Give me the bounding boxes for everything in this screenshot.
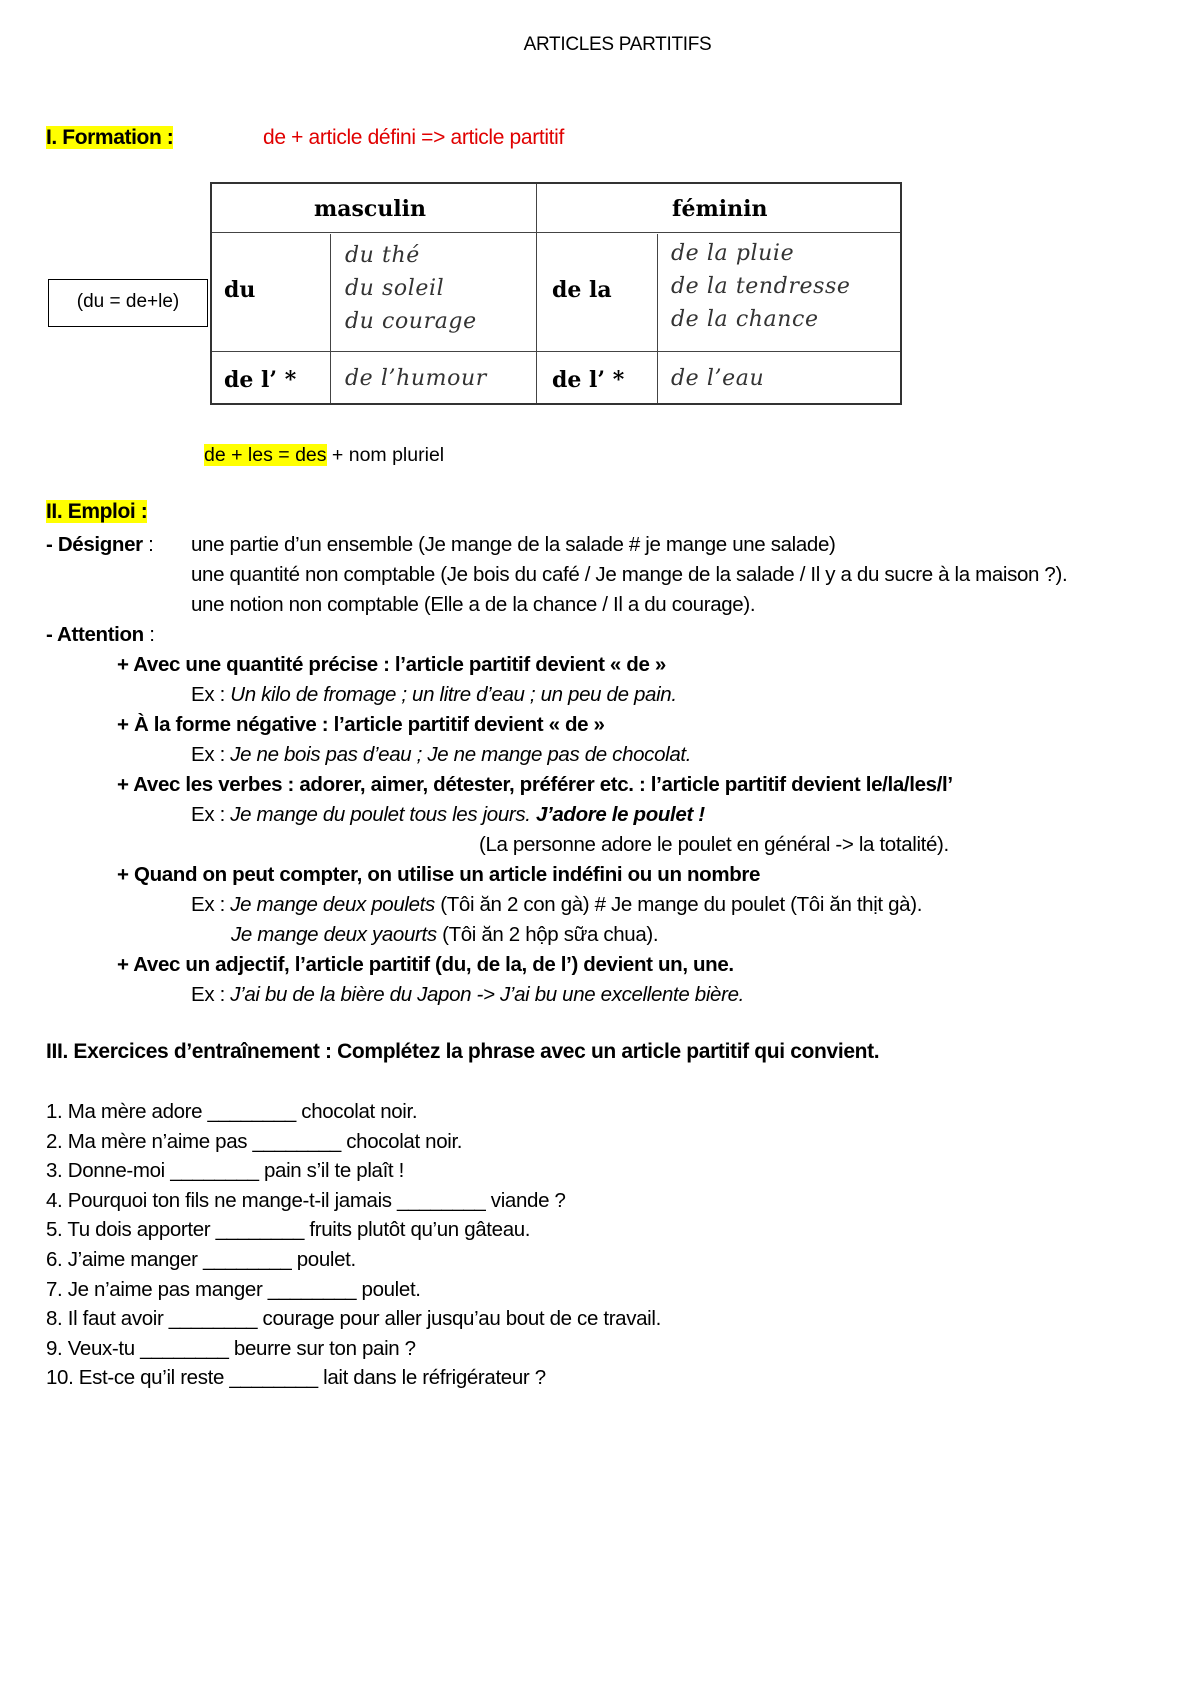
- formation-rule: de + article défini => article partitif: [263, 126, 564, 149]
- table-example: de la tendresse: [671, 274, 851, 299]
- table-example-eau: de l’eau: [671, 366, 765, 391]
- table-example: du thé: [345, 243, 420, 268]
- table-example: du courage: [345, 309, 477, 334]
- attention-label: [46, 620, 155, 650]
- attention-term: - Attention: [46, 623, 144, 646]
- example-translation: (Tôi ăn 2 hộp sữa chua).: [436, 923, 659, 946]
- page-title: ARTICLES PARTITIFS: [523, 34, 712, 55]
- example-emphasis: J’adore le poulet !: [535, 803, 705, 826]
- table-header-feminin: féminin: [672, 196, 768, 222]
- table-header-masculin: masculin: [314, 196, 427, 222]
- table-example-humour: de l’humour: [345, 366, 487, 391]
- designer-line-1: une partie d’un ensemble (Je mange de la salade # je mange une salade): [191, 533, 836, 556]
- designer-line-2: une quantité non comptable (Je bois du café / Je mange de la salade / Il y a du sucre à la maison ?).: [191, 563, 1068, 586]
- plural-rule-rest: + nom pluriel: [326, 444, 445, 466]
- example-text: Je mange deux yaourts: [231, 923, 437, 946]
- section-formation-label: I. Formation :: [46, 126, 174, 149]
- example-verbes: [191, 800, 705, 830]
- exercise-item: 2. Ma mère n’aime pas ________ chocolat noir.: [46, 1129, 463, 1153]
- rule-quantite: + Avec une quantité précise : l’article partitif devient « de »: [117, 653, 666, 676]
- rule-verbes: + Avec les verbes : adorer, aimer, détester, préférer etc. : l’article partitif devient le/la/les/l’: [117, 773, 953, 796]
- rule-negative: + À la forme négative : l’article partitif devient « de »: [117, 713, 605, 736]
- example-compter-2: [231, 920, 658, 950]
- exercise-item: 8. Il faut avoir ________ courage pour aller jusqu’au bout de ce travail.: [46, 1307, 661, 1331]
- table-example: de la chance: [671, 307, 819, 332]
- section-emploi-heading: [46, 500, 147, 524]
- example-text: J’ai bu de la bière du Japon -> J’ai bu une excellente bière.: [230, 983, 744, 1006]
- example-text: Je ne bois pas d’eau ; Je ne mange pas de chocolat.: [230, 743, 692, 766]
- example-negative: [191, 740, 691, 770]
- section-exercices-heading: III. Exercices d’entraînement : Complétez la phrase avec un article partitif qui convient.: [46, 1040, 880, 1063]
- table-example: de la pluie: [671, 241, 795, 266]
- example-adjectif: [191, 980, 744, 1010]
- exercise-item: 1. Ma mère adore ________ chocolat noir.: [46, 1100, 418, 1123]
- rule-compter: + Quand on peut compter, on utilise un article indéfini ou un nombre: [117, 863, 761, 886]
- designer-label: [46, 530, 153, 560]
- example-prefix: Ex :: [191, 983, 231, 1006]
- table-cell-de-l-masc: de l’ *: [224, 367, 297, 393]
- example-prefix: Ex :: [191, 683, 231, 706]
- example-prefix: Ex :: [191, 803, 231, 826]
- table-example: du soleil: [345, 276, 445, 301]
- table-fem-examples: [671, 237, 851, 336]
- exercise-item: 9. Veux-tu ________ beurre sur ton pain ?: [46, 1336, 416, 1360]
- designer-colon: :: [142, 533, 154, 556]
- example-quantite: [191, 680, 677, 710]
- exercise-list: [46, 1097, 661, 1393]
- attention-colon: :: [143, 623, 155, 646]
- table-cell-de-l-fem: de l’ *: [552, 367, 625, 393]
- example-text: Un kilo de fromage ; un litre d’eau ; un peu de pain.: [230, 683, 677, 706]
- table-masc-examples: [345, 239, 477, 338]
- designer-line-3: une notion non comptable (Elle a de la chance / Il a du courage).: [191, 593, 756, 616]
- example-text: Je mange du poulet tous les jours.: [230, 803, 536, 826]
- partitive-table: [210, 182, 902, 405]
- designer-term: - Désigner: [46, 533, 143, 556]
- table-cell-du: du: [224, 277, 256, 303]
- du-definition-box: (du = de+le): [48, 279, 208, 327]
- example-prefix: Ex :: [191, 893, 231, 916]
- example-translation: (Tôi ăn 2 con gà) # Je mange du poulet (Tôi ăn thịt gà).: [434, 893, 923, 916]
- exercise-item: 4. Pourquoi ton fils ne mange-t-il jamais ________ viande ?: [46, 1188, 566, 1212]
- exercise-item: 5. Tu dois apporter ________ fruits plutôt qu’un gâteau.: [46, 1218, 531, 1242]
- example-compter-1: [191, 890, 922, 920]
- example-verbes-note: (La personne adore le poulet en général -> la totalité).: [479, 833, 949, 856]
- plural-rule-highlight: de + les = des: [204, 444, 327, 466]
- exercise-item: 7. Je n’aime pas manger ________ poulet.: [46, 1277, 421, 1301]
- exercise-item: 3. Donne-moi ________ pain s’il te plaît !: [46, 1159, 404, 1183]
- plural-rule: [204, 444, 444, 467]
- section-formation-heading: [46, 126, 173, 150]
- rule-adjectif: + Avec un adjectif, l’article partitif (du, de la, de l’) devient un, une.: [117, 953, 734, 976]
- table-cell-de-la: de la: [552, 277, 612, 303]
- example-text: Je mange deux poulets: [230, 893, 435, 916]
- example-prefix: Ex :: [191, 743, 231, 766]
- exercise-item: 10. Est-ce qu’il reste ________ lait dans le réfrigérateur ?: [46, 1366, 546, 1390]
- section-emploi-label: II. Emploi :: [46, 500, 148, 523]
- exercise-item: 6. J’aime manger ________ poulet.: [46, 1247, 356, 1271]
